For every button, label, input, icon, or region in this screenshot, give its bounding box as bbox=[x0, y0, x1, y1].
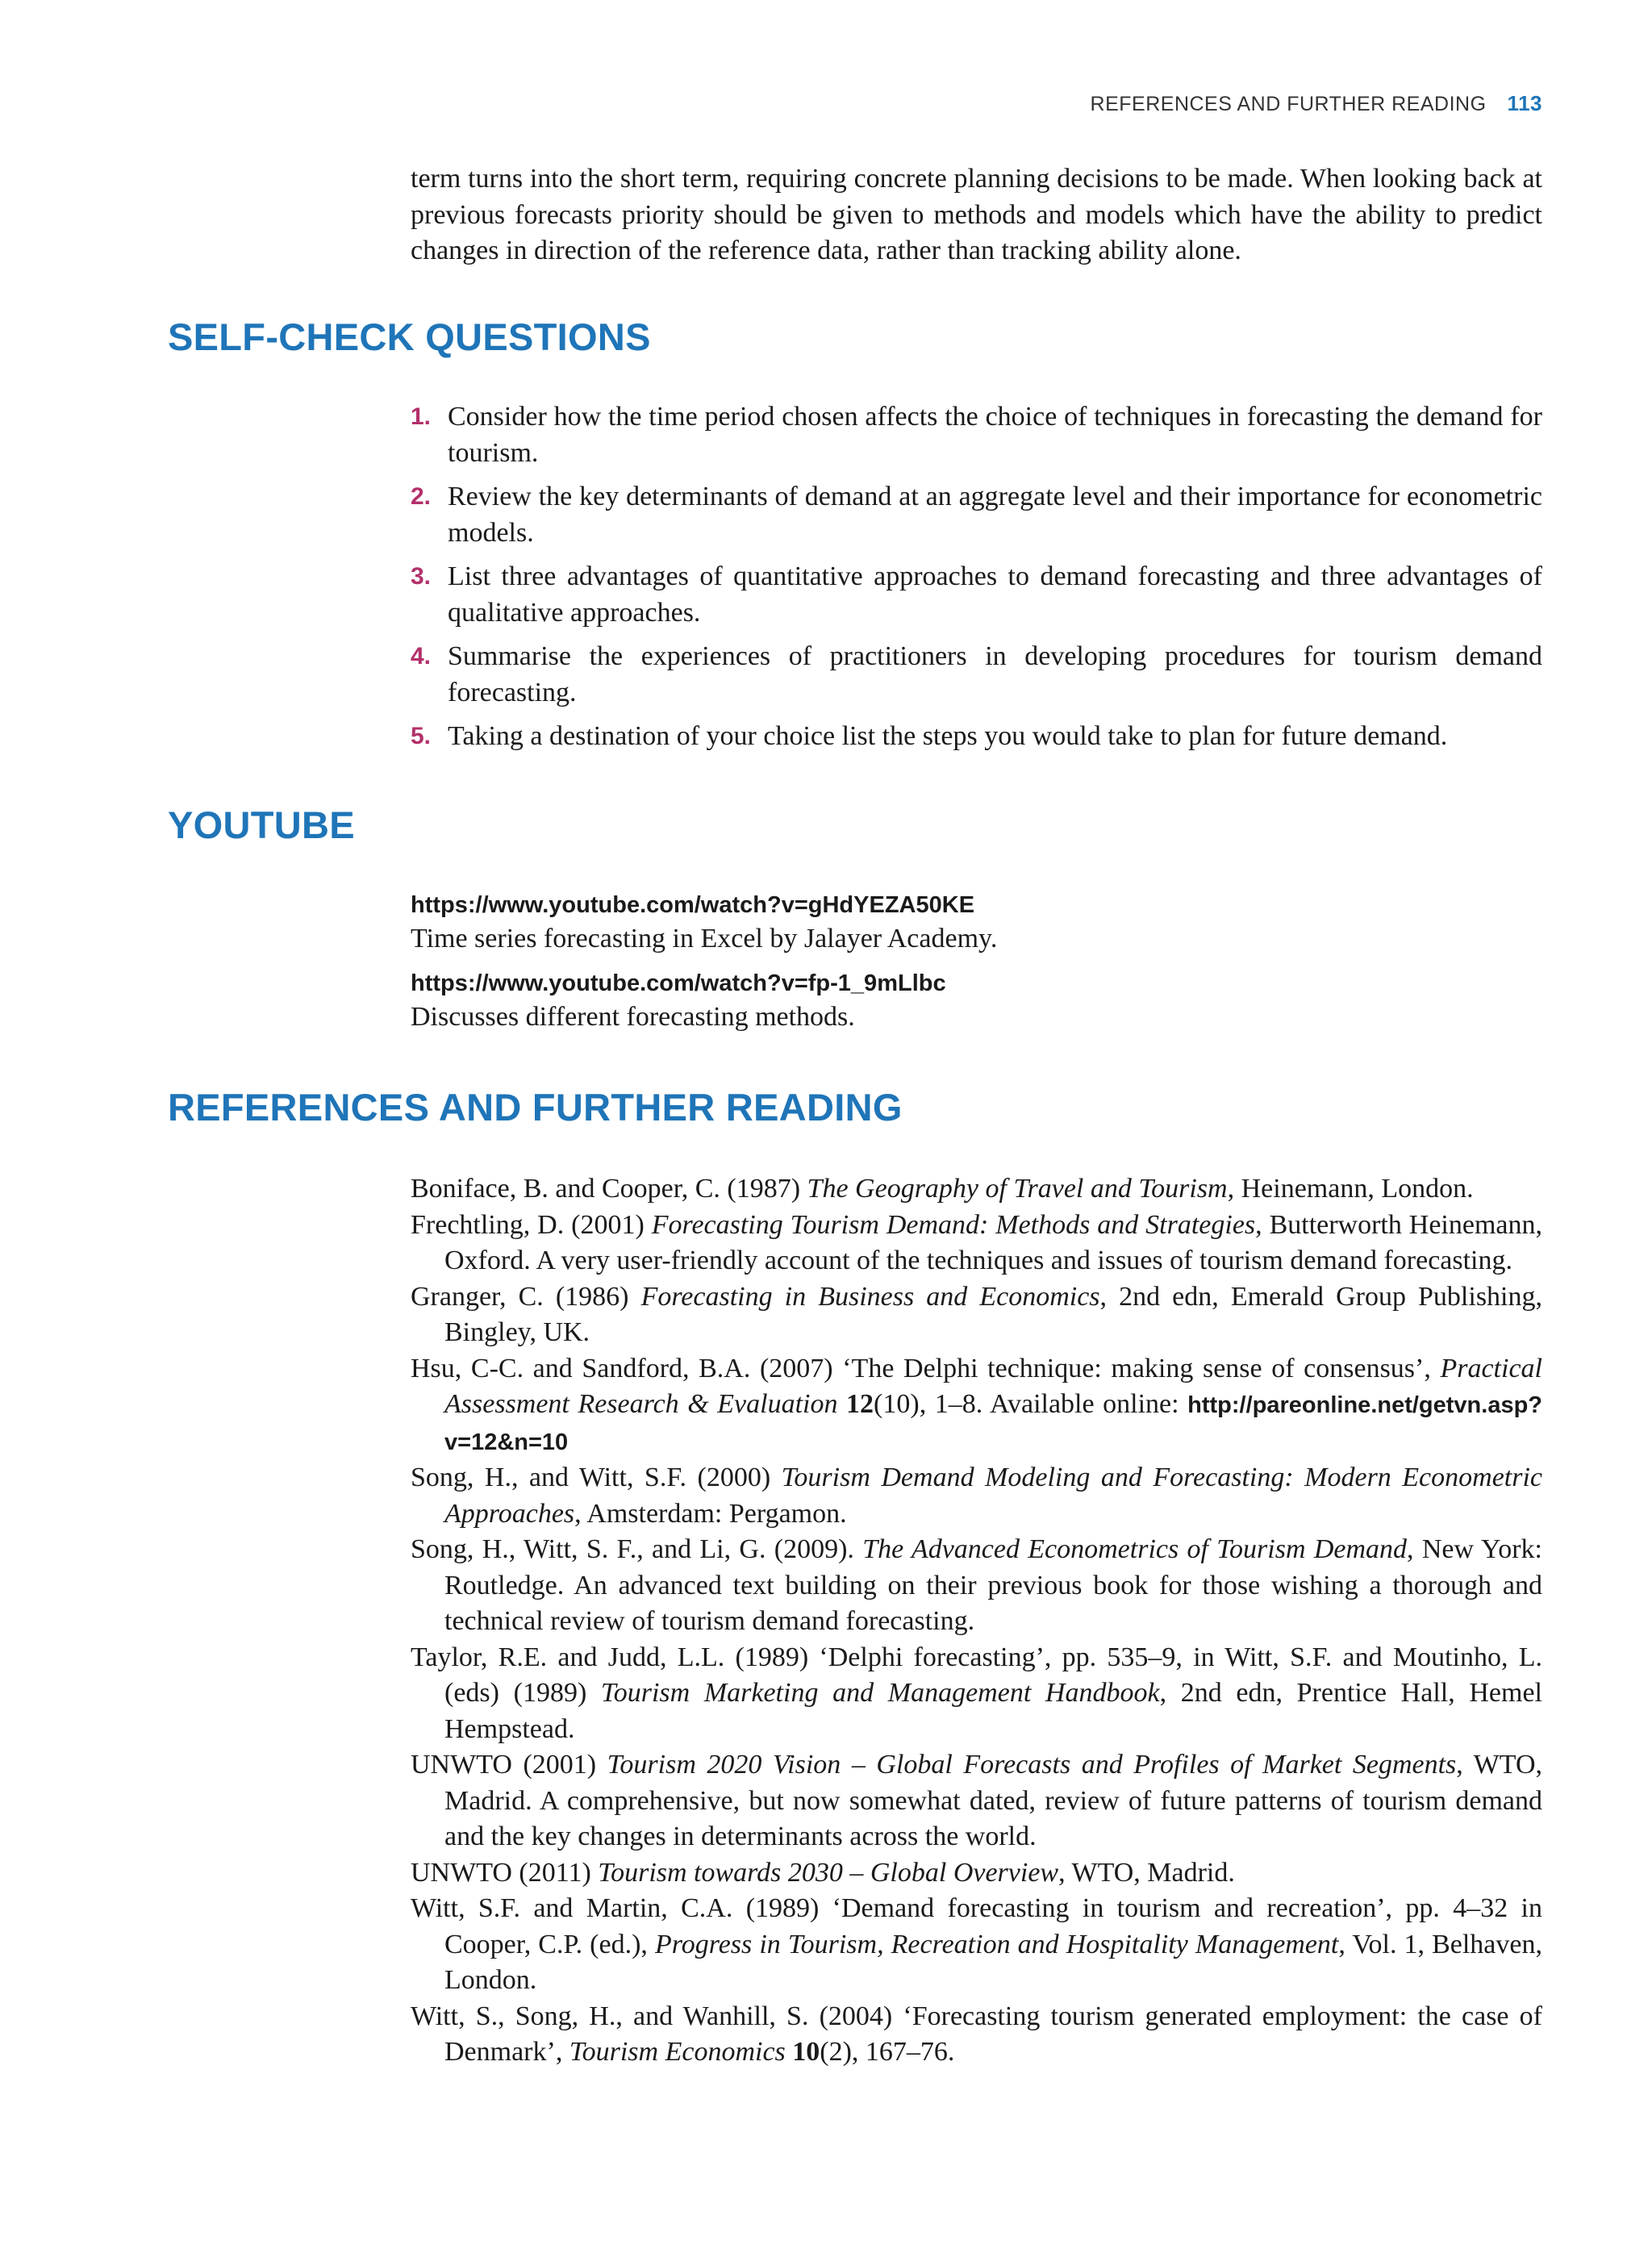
reference-title: Practical Assessment Research & Evaluation bbox=[444, 1353, 1542, 1419]
reference-item bbox=[411, 1532, 1542, 1640]
reference-details: , Amsterdam: Pergamon. bbox=[574, 1498, 847, 1529]
question-item bbox=[411, 719, 1542, 755]
reference-title: Forecasting Tourism Demand: Methods and Strategies bbox=[651, 1209, 1256, 1240]
reference-details: , Heinemann, London. bbox=[1227, 1174, 1474, 1204]
reference-item bbox=[411, 1208, 1542, 1279]
question-text: Consider how the time period chosen affects the choice of techniques in forecasting the demand for tourism. bbox=[448, 402, 1542, 468]
reference-title: Tourism Economics bbox=[569, 2037, 786, 2067]
youtube-link[interactable]: https://www.youtube.com/watch?v=gHdYEZA50KE bbox=[411, 892, 975, 918]
question-item bbox=[411, 399, 1542, 471]
reference-details: , Vol. 1, Belhaven, London. bbox=[444, 1929, 1542, 1995]
question-item bbox=[411, 479, 1542, 551]
page-number: 113 bbox=[1507, 91, 1542, 115]
youtube-links bbox=[411, 889, 1542, 1045]
reference-title: Tourism 2020 Vision – Global Forecasts and Profiles of Market Segments bbox=[607, 1750, 1457, 1780]
self-check-heading: SELF-CHECK QUESTIONS bbox=[168, 315, 651, 358]
reference-details: , 2nd edn, Prentice Hall, Hemel Hempstead. bbox=[444, 1678, 1542, 1744]
reference-title: Tourism Demand Modeling and Forecasting: Modern Econometric Approaches bbox=[444, 1463, 1543, 1529]
reference-details: (10), 1–8. Available online: bbox=[874, 1389, 1188, 1419]
reference-details: , 2nd edn, Emerald Group Publishing, Bingley, UK. bbox=[444, 1281, 1543, 1347]
running-head bbox=[968, 91, 1542, 116]
reference-authors: Witt, S.F. and Martin, C.A. (1989) ‘Demand forecasting in tourism and recreation’, pp. 4–32 in Cooper, C.P. (ed.), bbox=[411, 1893, 1542, 1959]
reference-title: The Advanced Econometrics of Tourism Demand bbox=[862, 1534, 1408, 1564]
reference-url[interactable]: http://pareonline.net/getvn.asp?v=12&n=10 bbox=[444, 1392, 1543, 1455]
question-number: 2. bbox=[411, 483, 432, 510]
reference-authors: UNWTO (2011) bbox=[411, 1857, 599, 1888]
reference-item bbox=[411, 1640, 1542, 1748]
references-heading: REFERENCES AND FURTHER READING bbox=[168, 1086, 903, 1129]
reference-authors: Song, H., and Witt, S.F. (2000) bbox=[411, 1463, 782, 1492]
youtube-heading: YOUTUBE bbox=[168, 803, 355, 846]
youtube-link[interactable]: https://www.youtube.com/watch?v=fp-1_9mLlbc bbox=[411, 970, 946, 996]
reference-item bbox=[411, 1351, 1542, 1461]
reference-authors: UNWTO (2001) bbox=[411, 1750, 607, 1780]
reference-item bbox=[411, 1460, 1542, 1532]
reference-volume: 10 bbox=[792, 2037, 820, 2067]
question-number: 1. bbox=[411, 403, 432, 430]
reference-authors: Song, H., Witt, S. F., and Li, G. (2009). bbox=[411, 1534, 863, 1564]
reference-authors: Witt, S., Song, H., and Wanhill, S. (2004) ‘Forecasting tourism generated employment: the case of Denmark’, bbox=[411, 2001, 1542, 2067]
self-check-list bbox=[411, 399, 1542, 763]
question-text: List three advantages of quantitative approaches to demand forecasting and three advantages of qualitative approaches. bbox=[448, 561, 1542, 628]
question-number: 4. bbox=[411, 643, 432, 670]
reference-details: , Butterworth Heinemann, Oxford. A very user-friendly account of the techniques and issues of tourism demand forecasting. bbox=[444, 1209, 1543, 1275]
question-text: Summarise the experiences of practitioners in developing procedures for tourism demand forecasting. bbox=[448, 641, 1542, 707]
reference-title: Tourism towards 2030 – Global Overview bbox=[598, 1857, 1059, 1888]
question-number: 3. bbox=[411, 563, 432, 590]
question-item bbox=[411, 559, 1542, 631]
reference-authors: Hsu, C-C. and Sandford, B.A. (2007) ‘The Delphi technique: making sense of consensus’, bbox=[411, 1353, 1441, 1383]
reference-item bbox=[411, 1747, 1542, 1855]
running-head-title: REFERENCES AND FURTHER READING bbox=[1090, 93, 1487, 115]
reference-authors: Granger, C. (1986) bbox=[411, 1281, 641, 1312]
reference-authors: Boniface, B. and Cooper, C. (1987) bbox=[411, 1174, 807, 1204]
reference-details: , WTO, Madrid. A comprehensive, but now somewhat dated, review of future patterns of tourism demand and the key changes in determinants across the world. bbox=[444, 1750, 1542, 1851]
question-text: Taking a destination of your choice list the steps you would take to plan for future demand. bbox=[448, 721, 1448, 751]
question-number: 5. bbox=[411, 723, 432, 749]
reference-item bbox=[411, 1279, 1542, 1351]
intro-paragraph: term turns into the short term, requiring concrete planning decisions to be made. When looking back at previous forecasts priority should be given to methods and models which have the ability to predict changes in direction of the reference data, rather than tracking ability alone. bbox=[411, 164, 1542, 265]
reference-item bbox=[411, 1999, 1542, 2071]
reference-details: , WTO, Madrid. bbox=[1058, 1857, 1235, 1888]
youtube-link-description: Discusses different forecasting methods. bbox=[411, 1001, 855, 1032]
reference-item bbox=[411, 1891, 1542, 1999]
reference-title: The Geography of Travel and Tourism bbox=[807, 1174, 1228, 1204]
question-item bbox=[411, 639, 1542, 711]
question-text: Review the key determinants of demand at an aggregate level and their importance for econometric models. bbox=[448, 482, 1542, 548]
reference-volume: 12 bbox=[846, 1389, 874, 1419]
reference-item bbox=[411, 1171, 1542, 1208]
reference-list bbox=[411, 1171, 1542, 2071]
reference-details: (2), 167–76. bbox=[820, 2037, 955, 2067]
reference-authors: Taylor, R.E. and Judd, L.L. (1989) ‘Delphi forecasting’, pp. 535–9, in Witt, S.F. and Moutinho, L. (eds) (1989) bbox=[411, 1642, 1542, 1708]
reference-authors: Frechtling, D. (2001) bbox=[411, 1209, 652, 1240]
youtube-link-description: Time series forecasting in Excel by Jalayer Academy. bbox=[411, 924, 998, 953]
reference-details: , New York: Routledge. An advanced text building on their previous book for those wishing a thorough and technical review of tourism demand forecasting. bbox=[444, 1534, 1542, 1636]
reference-title: Progress in Tourism, Recreation and Hospitality Management bbox=[655, 1929, 1339, 1959]
reference-title: Forecasting in Business and Economics bbox=[640, 1281, 1100, 1312]
reference-item bbox=[411, 1855, 1542, 1892]
reference-title: Tourism Marketing and Management Handbook bbox=[600, 1678, 1160, 1708]
